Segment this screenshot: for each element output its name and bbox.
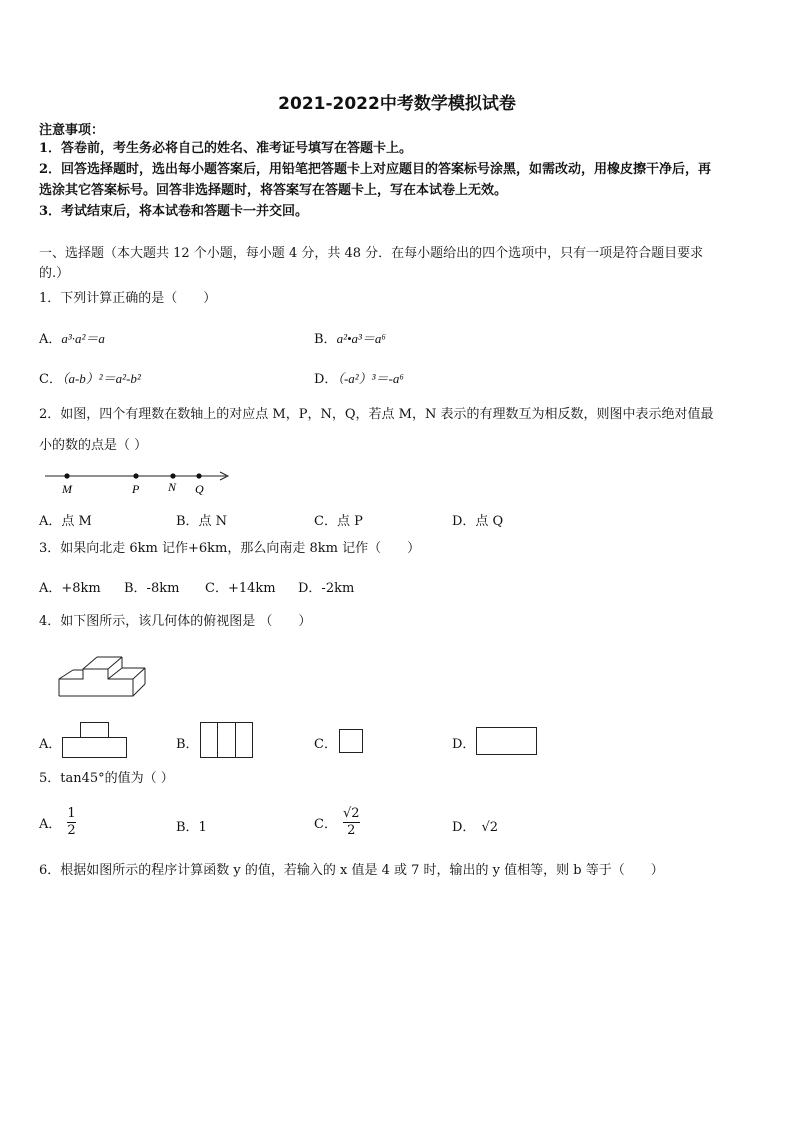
q4-stem: 4．如下图所示，该几何体的俯视图是 （ ） <box>39 614 312 629</box>
q4-option-d-figure <box>476 727 538 756</box>
q4-option-b: B． <box>176 737 199 752</box>
q4-option-b-figure <box>200 722 254 759</box>
solid-figure <box>56 651 151 701</box>
q2-option-c: C．点 P <box>314 514 363 529</box>
q5-stem: 5．tan45°的值为（ ） <box>39 771 174 786</box>
q4-option-a-figure <box>61 722 129 759</box>
point-q <box>196 473 201 478</box>
q5-option-c-fraction <box>343 806 360 839</box>
q1-option-c <box>39 368 141 387</box>
number-line-figure <box>40 465 240 499</box>
notice-item-1: 1．答卷前，考生务必将自己的姓名、准考证号填写在答题卡上。 <box>39 141 413 156</box>
q5-option-c-numerator: √2 <box>342 806 360 821</box>
q1-option-c-expr: （a-b）²＝a²-b² <box>61 371 141 386</box>
q1-option-b <box>314 328 386 347</box>
q5-option-a-denominator: 2 <box>67 823 76 838</box>
q4-option-c: C． <box>314 737 337 752</box>
point-p <box>133 473 138 478</box>
q1-option-d-prefix: D． <box>314 372 338 387</box>
q1-option-a-prefix: A． <box>39 332 62 347</box>
q5-option-d <box>452 816 498 835</box>
q1-stem: 1．下列计算正确的是（ ） <box>39 291 217 306</box>
q1-option-a <box>39 328 105 347</box>
q2-option-a: A．点 M <box>39 514 92 529</box>
q5-option-c-denominator: 2 <box>347 823 356 838</box>
q2-option-d: D．点 Q <box>452 514 504 529</box>
q1-option-d-expr: （-a²）³＝-a⁶ <box>337 371 404 386</box>
q1-option-a-expr: a³·a²＝a <box>61 331 105 346</box>
label-p: P <box>132 482 140 496</box>
q6-stem: 6．根据如图所示的程序计算函数 y 的值，若输入的 x 值是 4 或 7 时，输出的 y 值相等，则 b 等于（ ） <box>39 863 664 878</box>
section-heading-cont: 的.） <box>39 266 70 281</box>
point-m <box>64 473 69 478</box>
notice-item-3: 3．考试结束后，将本试卷和答题卡一并交回。 <box>39 204 309 219</box>
point-n <box>170 473 175 478</box>
q1-option-d <box>314 368 404 387</box>
label-m: M <box>62 482 72 496</box>
q3-option-d: D．-2km <box>298 581 355 596</box>
q4-option-c-figure <box>339 729 365 754</box>
q3-option-a: A．+8km <box>39 581 101 596</box>
q5-option-d-value: √2 <box>481 820 498 835</box>
q5-option-a-numerator: 1 <box>67 806 76 821</box>
q5-option-c-prefix: C． <box>314 817 337 832</box>
notice-item-2: 2．回答选择题时，选出每小题答案后，用铅笔把答题卡上对应题目的答案标号涂黑，如需改动，用橡皮擦干净后，再 <box>39 162 712 177</box>
q2-stem-line2: 小的数的点是（ ） <box>39 438 148 453</box>
q1-option-c-prefix: C． <box>39 372 62 387</box>
label-n: N <box>168 480 177 494</box>
q3-option-c: C．+14km <box>205 581 276 596</box>
notice-item-2-cont: 选涂其它答案标号。回答非选择题时，将答案写在答题卡上，写在本试卷上无效。 <box>39 183 508 198</box>
q5-option-b: B．1 <box>176 820 207 835</box>
q5-option-a-fraction <box>67 806 75 839</box>
label-q: Q <box>195 482 204 496</box>
q5-option-a <box>39 806 76 839</box>
notice-heading: 注意事项： <box>39 123 105 138</box>
q4-option-a: A． <box>39 737 62 752</box>
page-title: 2021-2022中考数学模拟试卷 <box>278 94 516 114</box>
q1-option-b-prefix: B． <box>314 332 337 347</box>
q4-option-d: D． <box>452 737 476 752</box>
q5-option-c <box>314 806 360 839</box>
section-heading: 一、选择题（本大题共 12 个小题，每小题 4 分，共 48 分．在每小题给出的四个选项中，只有一项是符合题目要求 <box>39 246 704 261</box>
q2-option-b: B．点 N <box>176 514 228 529</box>
q5-option-a-prefix: A． <box>39 817 62 832</box>
q1-option-b-expr: a²•a³＝a⁶ <box>336 331 386 346</box>
q5-option-d-prefix: D． <box>452 820 476 835</box>
q3-stem: 3．如果向北走 6km 记作+6km，那么向南走 8km 记作（ ） <box>39 541 421 556</box>
q2-stem-line1: 2．如图，四个有理数在数轴上的对应点 M，P，N，Q，若点 M，N 表示的有理数互为相反数，则图中表示绝对值最 <box>39 407 714 422</box>
q3-option-b: B．-8km <box>124 581 180 596</box>
